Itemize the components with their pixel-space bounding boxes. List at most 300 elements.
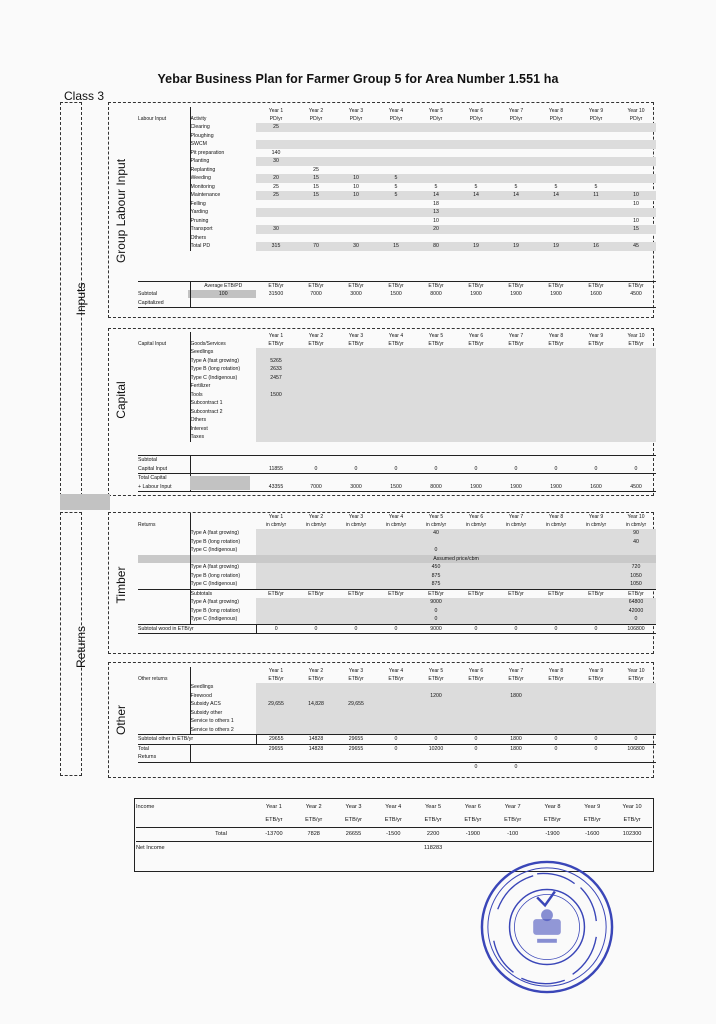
income-total-value: -100 [493,828,533,842]
table-cell [138,217,190,226]
value-cell [256,234,296,243]
unit-header: in cbm/yr [465,522,487,528]
subtotal-label-2: Capitalized [138,299,190,308]
value-cell [376,529,416,538]
unit-header: ETB/yr [548,676,564,682]
year-header: Year 9 [588,108,604,114]
row-label: Type B (long rotation) [190,607,241,614]
value-cell: 42000 [616,607,656,616]
value-cell [376,563,416,572]
table-cell [138,529,190,538]
value-cell [416,683,456,692]
table-cell: Total Capital [138,474,190,483]
column-header [190,675,256,683]
unit-header: ETB/yr [348,341,364,347]
year-header: Year 9 [588,668,604,674]
section-header: Returns [138,521,190,529]
value-cell: 0 [416,546,456,555]
table-cell: Subtotal [138,456,190,465]
value-cell [496,374,536,383]
value-cell [376,692,416,701]
subtotal-wood-value: 0 [456,624,496,634]
income-total-value: 26655 [334,828,374,842]
year-header: Year 1 [268,668,284,674]
row-label: Type B (long rotation) [190,366,241,372]
value-cell [536,174,576,183]
unit-header: ETB/yr [456,282,496,291]
table-cell [296,762,336,771]
value-cell [616,425,656,434]
year-header: Year 8 [548,108,564,114]
value-cell [496,726,536,735]
unit-header: ETB/yr [334,814,374,828]
table-cell [536,762,576,771]
value-cell [336,598,376,607]
value-cell [376,140,416,149]
value-cell [456,683,496,692]
table-row [138,166,656,175]
year-header: Year 5 [428,108,444,114]
unit-header: ETB/yr [576,589,616,598]
value-cell [496,416,536,425]
subtotal-other-value: 0 [576,735,616,745]
value-cell [256,546,296,555]
table-cell [138,700,190,709]
table-cell [138,416,190,425]
value-cell [616,348,656,357]
value-cell [456,563,496,572]
total-value: 8000 [416,483,456,492]
total-value: 1500 [376,483,416,492]
value-cell [536,700,576,709]
value-cell: 30 [336,242,376,251]
value-cell [576,357,616,366]
table-cell [138,607,190,616]
value-cell: 9000 [416,598,456,607]
value-cell [536,123,576,132]
value-cell [616,399,656,408]
value-cell [616,208,656,217]
value-cell [376,208,416,217]
subtotal-wood-value: 0 [576,624,616,634]
value-cell [576,700,616,709]
subtotal-value: 0 [434,465,438,472]
value-cell [576,174,616,183]
table-cell [336,762,376,771]
value-cell [496,357,536,366]
table-cell [138,408,190,417]
value-cell [456,132,496,141]
value-cell: 45 [616,242,656,251]
total-value: 3000 [336,483,376,492]
value-cell: 1500 [256,391,296,400]
row-label: Others [190,234,207,241]
value-cell [496,166,536,175]
unit-header: ETB/yr [456,589,496,598]
value-cell [376,700,416,709]
table-cell: + Labour Input [138,483,190,492]
unit-header: PD/yr [629,116,643,122]
value-cell [296,580,336,589]
value-cell [336,683,376,692]
subtotal-value: 1900 [550,291,562,297]
table-cell [456,299,496,308]
value-cell [416,382,456,391]
value-cell [336,538,376,547]
value-cell [496,149,536,158]
year-header: Year 7 [508,333,524,339]
table-cell: Returns [138,753,190,762]
table-row [138,200,656,209]
year-header: Year 5 [425,804,442,810]
row-label: Firewood [190,692,212,699]
value-cell [416,538,456,547]
total-returns-value: 29655 [336,744,376,753]
value-cell [616,700,656,709]
value-cell: 450 [416,563,456,572]
value-cell [576,140,616,149]
value-cell [336,234,376,243]
value-cell [256,416,296,425]
value-cell [536,538,576,547]
table-cell [138,234,190,243]
table-row [138,762,656,771]
column-header: Goods/Services [190,341,226,347]
value-cell [536,683,576,692]
value-cell [616,157,656,166]
subtotal-value: 0 [474,465,478,472]
value-cell: 0 [416,607,456,616]
subtotal-value: 1600 [590,291,602,297]
income-label: Income [136,804,155,810]
row-label: Type B (long rotation) [190,538,241,545]
year-header: Year 5 [428,514,444,520]
unit-header: ETB/yr [453,814,493,828]
value-cell [296,563,336,572]
row-label: SWCM [190,141,207,147]
table-cell [190,753,256,762]
value-cell: 5265 [256,357,296,366]
value-cell: 40 [616,538,656,547]
table-cell [296,753,336,762]
year-header: Year 3 [348,514,364,520]
value-cell [576,598,616,607]
unit-header: ETB/yr [508,676,524,682]
value-cell [376,709,416,718]
value-cell [376,683,416,692]
value-cell [416,157,456,166]
value-cell [256,615,296,624]
row-label: Type C (Indigenous) [190,374,238,381]
table-cell [256,762,296,771]
value-cell [576,726,616,735]
value-cell [376,717,416,726]
value-cell: 11 [576,191,616,200]
subtotal-wood-value: 106800 [616,624,656,634]
row-label: Total PD [190,243,211,249]
other-returns-table [138,667,656,771]
table-cell [496,753,536,762]
table-cell [533,842,573,856]
value-cell [296,365,336,374]
subtotal-other-value: 29655 [256,735,296,745]
value-cell [336,132,376,141]
value-cell [456,200,496,209]
table-cell [138,140,190,149]
value-cell: 30 [256,225,296,234]
value-cell [456,408,496,417]
subtotal-value: 8000 [430,291,442,297]
value-cell: 10 [433,217,439,224]
year-header: Year 2 [308,333,324,339]
value-cell [616,123,656,132]
value-cell [496,615,536,624]
table-cell [256,474,296,483]
value-cell [336,726,376,735]
value-cell: 30 [256,157,296,166]
value-cell: 720 [616,563,656,572]
value-cell: 5 [376,191,416,200]
table-cell [136,814,188,828]
year-header: Year 6 [468,514,484,520]
table-row [138,174,656,183]
value-cell [256,140,296,149]
year-header: Year 1 [268,108,284,114]
table-cell [254,842,294,856]
row-label: Service to others 2 [190,726,234,733]
value-cell: 29,655 [256,700,296,709]
value-cell [576,365,616,374]
value-cell [536,408,576,417]
table-row [138,391,656,400]
value-cell [256,717,296,726]
year-header: Year 4 [388,108,404,114]
table-row [138,675,656,683]
value-cell: 15 [313,183,319,190]
value-cell [576,615,616,624]
value-cell [456,425,496,434]
value-cell [416,726,456,735]
total-value: 4500 [616,483,656,492]
unit-header: ETB/yr [336,282,376,291]
table-row [138,744,656,753]
subtotal-value: 0 [514,465,518,472]
value-cell [616,709,656,718]
value-cell [536,692,576,701]
table-row [138,433,656,442]
labour-subtotal-table [138,281,656,308]
table-cell [416,456,456,465]
value-cell [536,208,576,217]
unit-header: ETB/yr [296,282,336,291]
unit-header: PD/yr [509,116,523,122]
value-cell [496,140,536,149]
table-cell [190,332,256,340]
table-row [138,563,656,572]
table-cell [376,474,416,483]
subtotal-wood-value: 0 [256,624,296,634]
unit-header: ETB/yr [376,589,416,598]
unit-header: ETB/yr [493,814,533,828]
value-cell [536,357,576,366]
value-cell [456,123,496,132]
row-label: Maintenance [190,192,221,198]
table-row [138,208,656,217]
income-total-value: 7828 [294,828,334,842]
value-cell [536,563,576,572]
value-cell [496,572,536,581]
year-header: Year 10 [622,804,642,810]
table-cell [138,513,190,521]
value-cell [496,598,536,607]
table-cell [138,208,190,217]
table-row [138,374,656,383]
table-cell [576,299,616,308]
table-cell [138,123,190,132]
table-cell [190,456,256,465]
table-row [138,107,656,115]
table-cell [190,667,256,675]
value-cell [256,166,296,175]
value-cell [336,149,376,158]
value-cell [296,200,336,209]
value-cell [616,140,656,149]
value-cell: 29,655 [336,700,376,709]
value-cell [256,132,296,141]
row-label: Type B (long rotation) [190,572,241,579]
table-cell [138,589,190,598]
value-cell [576,217,616,226]
value-cell [456,717,496,726]
year-header: Year 6 [468,108,484,114]
year-header: Year 1 [268,514,284,520]
year-header: Year 8 [548,333,564,339]
subtotal-wood-value: 0 [296,624,336,634]
value-cell [416,717,456,726]
value-cell: 5 [376,174,416,183]
value-cell [376,538,416,547]
table-cell [336,753,376,762]
value-cell [296,140,336,149]
assumed-price-band: Assumed price/cbm [256,555,656,564]
value-cell [296,726,336,735]
value-cell [576,166,616,175]
row-label: Subsidy ACS [190,701,221,707]
table-cell: Capital Input [138,465,190,474]
income-total-value: -1900 [453,828,493,842]
value-cell [616,692,656,701]
capital-label: Capital [114,381,128,419]
table-row [138,529,656,538]
class-label: Class 3 [64,89,105,103]
value-cell [256,208,296,217]
total-returns-value: 1800 [496,744,536,753]
table-cell [456,474,496,483]
unit-header: ETB/yr [536,589,576,598]
value-cell [616,391,656,400]
value-cell: 19 [536,242,576,251]
value-cell [576,132,616,141]
value-cell [496,200,536,209]
unit-header: PD/yr [589,116,603,122]
value-cell: 13 [416,208,456,217]
subtotal-value: 4500 [630,291,642,297]
value-cell [456,348,496,357]
value-cell [336,348,376,357]
table-row [138,191,656,200]
value-cell [376,200,416,209]
value-cell [576,416,616,425]
table-cell [138,107,190,115]
value-cell: 14 [536,191,576,200]
column-header: Activity [190,116,207,122]
table-cell [536,753,576,762]
unit-header: ETB/yr [373,814,413,828]
value-cell [496,208,536,217]
value-cell [576,399,616,408]
unit-header: ETB/yr [308,676,324,682]
value-cell: 2457 [256,374,296,383]
year-header: Year 3 [348,108,364,114]
value-cell [576,408,616,417]
row-label: Yarding [190,209,208,215]
table-row [138,157,656,166]
total-value: 43355 [256,483,296,492]
year-header: Year 2 [305,804,322,810]
value-cell [416,348,456,357]
value-cell [496,217,536,226]
value-cell [296,416,336,425]
unit-header: ETB/yr [256,282,296,291]
value-cell [336,225,376,234]
unit-header: in cbm/yr [265,522,287,528]
table-cell [456,753,496,762]
income-total-value: -1500 [373,828,413,842]
value-cell [496,425,536,434]
value-cell: 14 [456,191,496,200]
value-cell [496,433,536,442]
income-total-value: -13700 [254,828,294,842]
unit-header: ETB/yr [256,589,296,598]
unit-header: ETB/yr [308,341,324,347]
table-row [138,234,656,243]
section-header: Capital Input [138,340,190,348]
subtotal-wood-value: 0 [336,624,376,634]
value-cell [376,123,416,132]
value-cell [336,157,376,166]
year-header: Year 9 [588,333,604,339]
table-cell [138,357,190,366]
value-cell: 5 [594,183,598,190]
unit-header: ETB/yr [428,676,444,682]
value-cell [376,157,416,166]
subtotal-wood-value: 0 [376,624,416,634]
value-cell [256,382,296,391]
value-cell [616,382,656,391]
section-header: Labour Input [138,115,190,123]
timber-label: Timber [114,566,128,604]
unit-header: PD/yr [349,116,363,122]
unit-header: PD/yr [309,116,323,122]
table-cell [190,299,256,308]
unit-header: in cbm/yr [425,522,447,528]
unit-header: ETB/yr [296,589,336,598]
unit-header: ETB/yr [572,814,612,828]
table-row [138,667,656,675]
year-header: Year 4 [388,333,404,339]
value-cell [256,425,296,434]
returns-label: Returns [74,625,88,669]
